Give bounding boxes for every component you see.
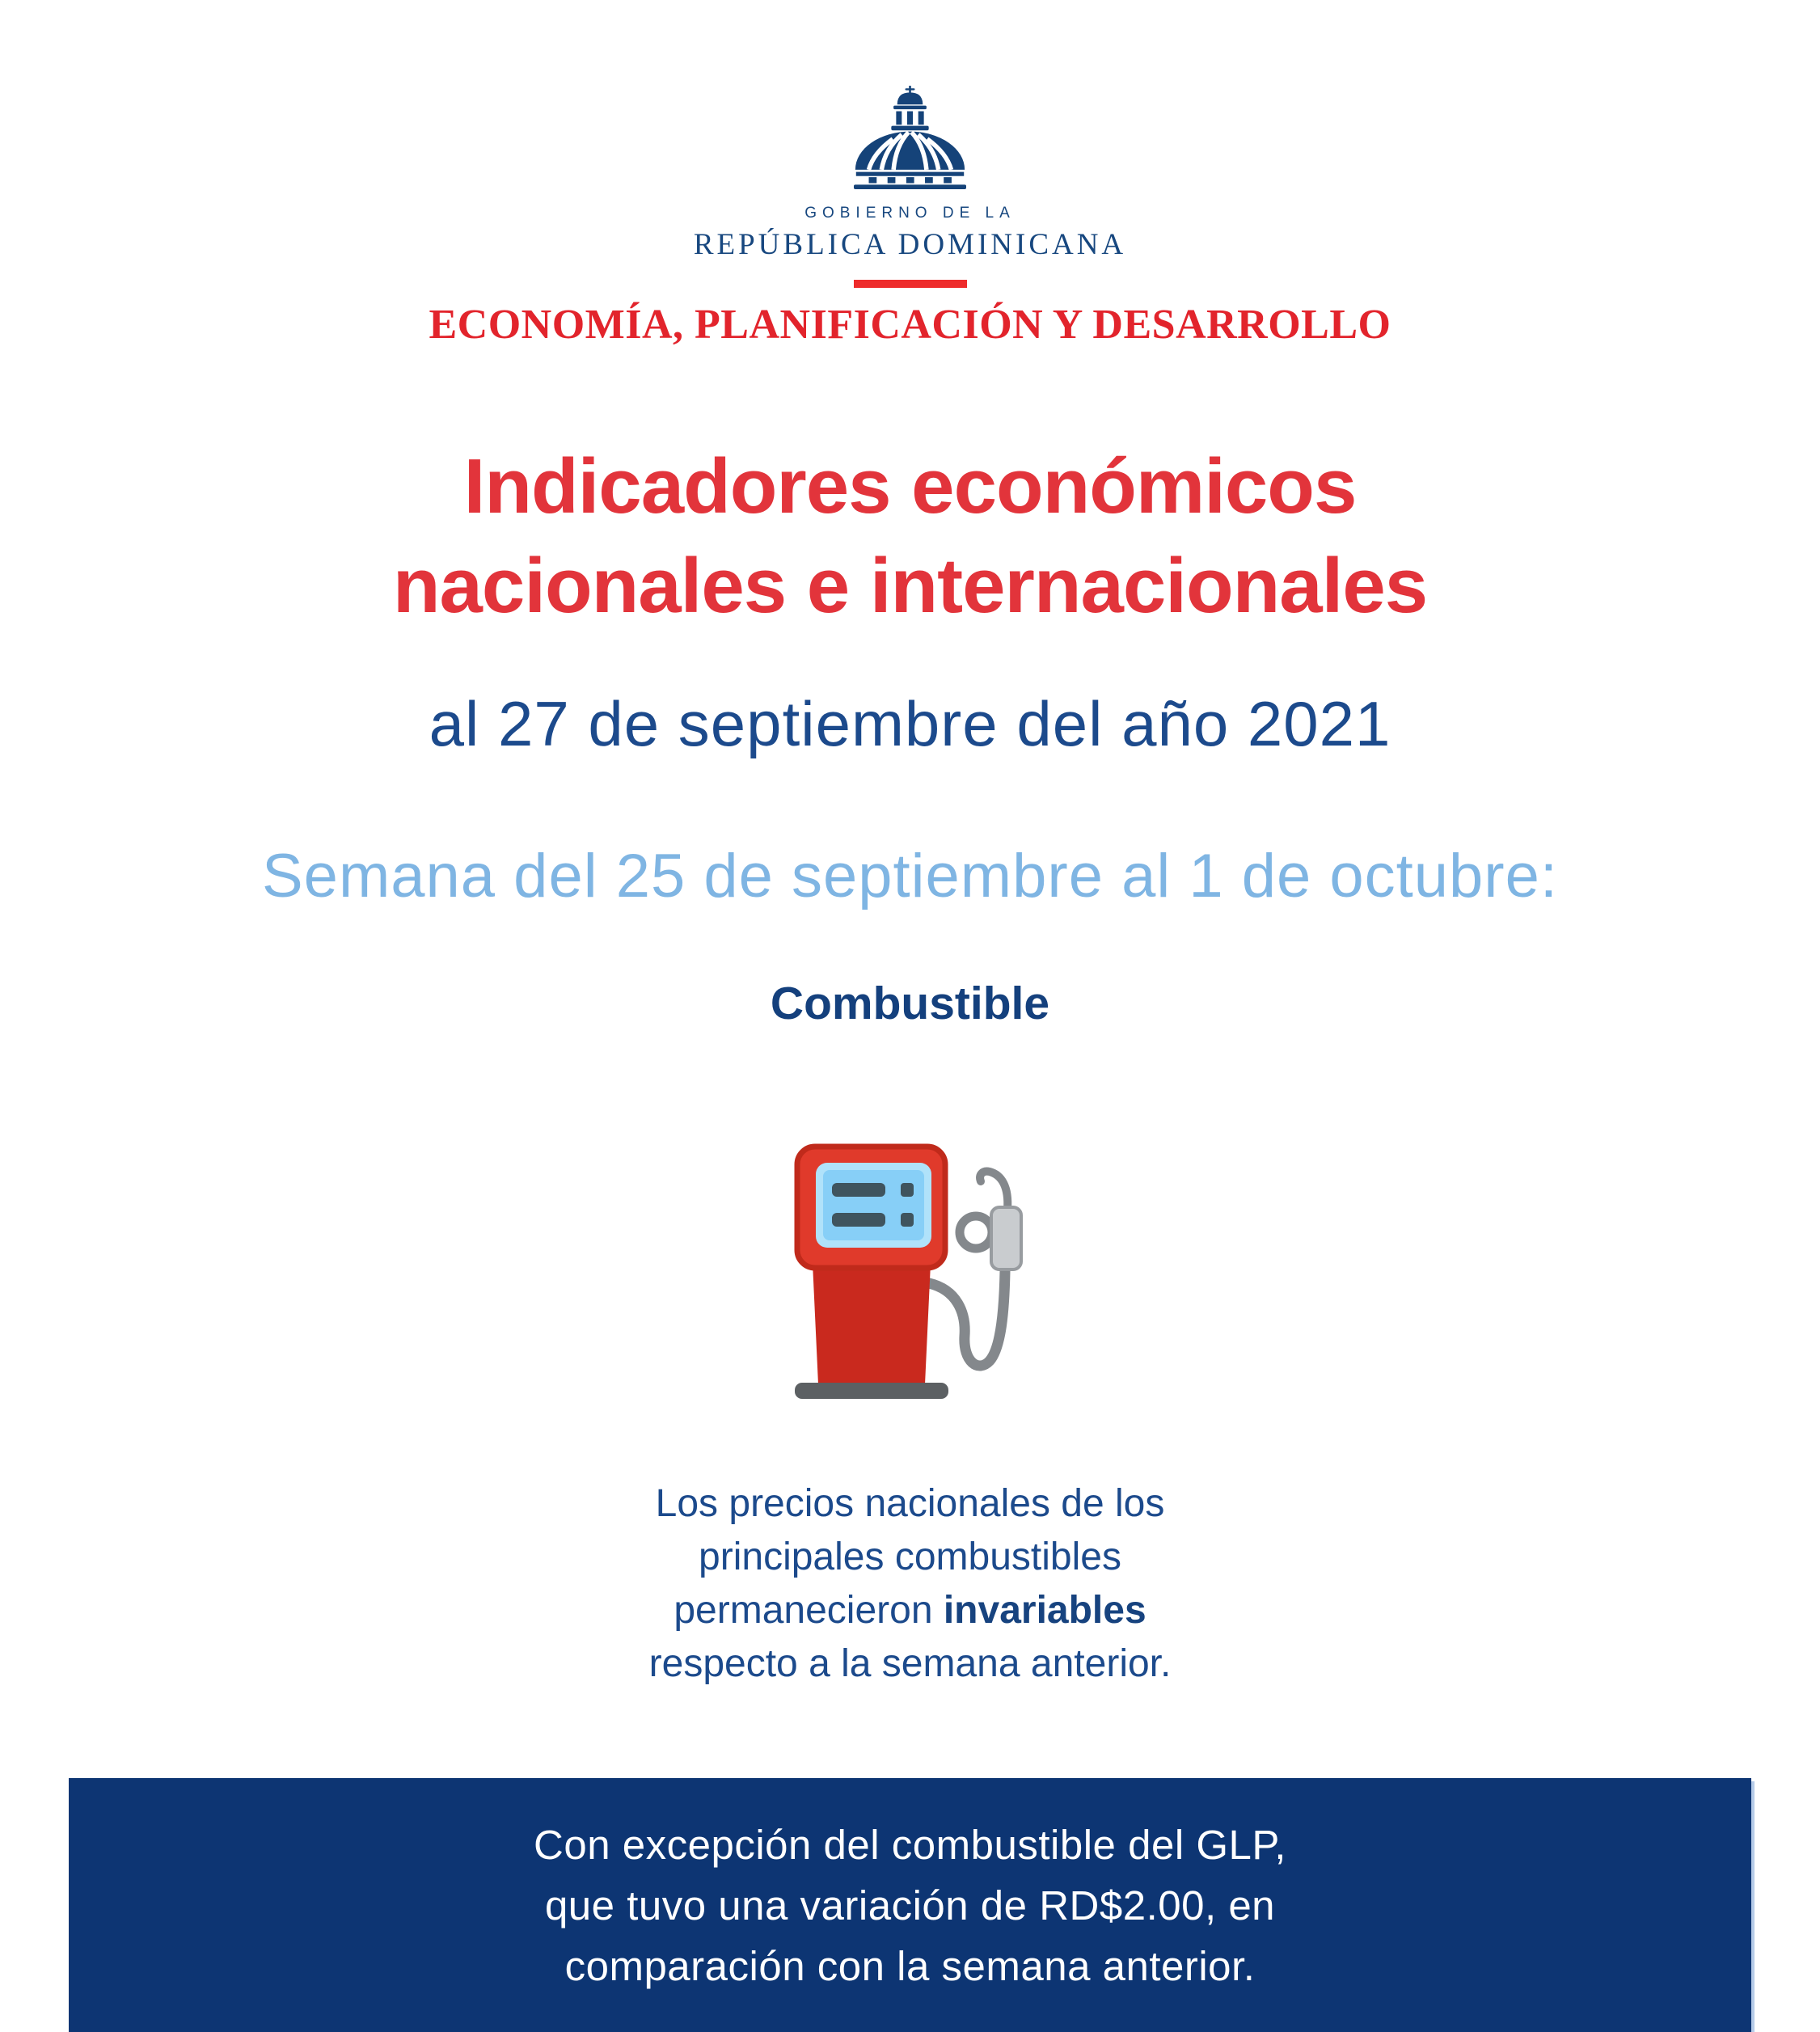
report-date: al 27 de septiembre del año 2021 — [429, 688, 1391, 760]
banner-line2: que tuvo una variación de RD$2.00, en — [544, 1882, 1276, 1928]
fuel-summary-line3: permanecieron invariables — [674, 1588, 1146, 1632]
country-name: REPÚBLICA DOMINICANA — [693, 228, 1127, 261]
page-title-line1: Indicadores económicos — [463, 443, 1357, 530]
fuel-summary-text — [0, 1477, 1820, 1691]
government-label: GOBIERNO DE LA — [804, 205, 1016, 222]
palace-dome-icon — [854, 86, 966, 189]
report-content — [0, 437, 1820, 1691]
page-title-line2: nacionales e internacionales — [392, 543, 1428, 629]
week-range: Semana del 25 de septiembre al 1 de octubre: — [261, 842, 1558, 911]
red-divider — [854, 280, 967, 288]
highlighted-word: invariables — [943, 1588, 1146, 1632]
fuel-summary-line4: respecto a la semana anterior. — [648, 1641, 1172, 1685]
fuel-summary-line1: Los precios nacionales de los — [655, 1481, 1165, 1525]
page-title — [0, 437, 1820, 636]
section-title-combustible: Combustible — [770, 978, 1050, 1030]
government-logo-block — [0, 0, 1820, 349]
banner-line3: comparación con la semana anterior. — [564, 1942, 1256, 1989]
banner-line1: Con excepción del combustible del GLP, — [534, 1821, 1286, 1868]
fuel-summary-line2: principales combustibles — [699, 1535, 1121, 1578]
fuel-pump-icon — [793, 1142, 1028, 1400]
ministry-name: ECONOMÍA, PLANIFICACIÓN Y DESARROLLO — [429, 302, 1391, 348]
exception-banner — [69, 1778, 1751, 2032]
